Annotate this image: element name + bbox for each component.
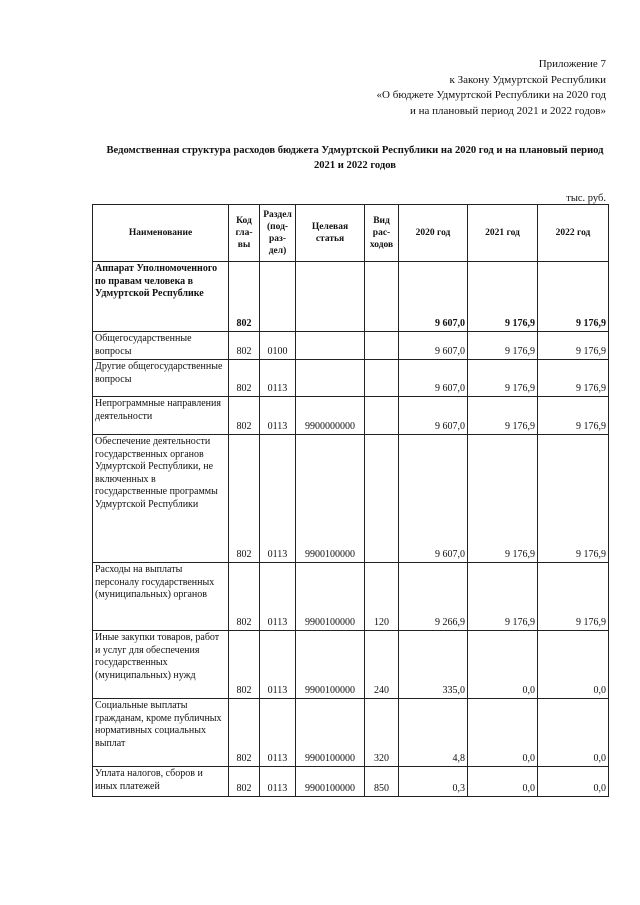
- cell-code: 802: [229, 563, 260, 631]
- cell-type: 240: [365, 631, 399, 699]
- table-row: [93, 360, 609, 397]
- cell-2022: 9 176,9: [538, 397, 609, 435]
- cell-type: [365, 360, 399, 397]
- cell-section: 0113: [260, 397, 296, 435]
- cell-name: Другие общегосударственные вопросы: [93, 360, 229, 397]
- cell-2021: 9 176,9: [468, 360, 538, 397]
- cell-type: [365, 332, 399, 360]
- cell-section: 0113: [260, 631, 296, 699]
- cell-2022: 0,0: [538, 631, 609, 699]
- cell-2021: 9 176,9: [468, 262, 538, 332]
- cell-code: 802: [229, 262, 260, 332]
- header-target: Целевая статья: [296, 205, 365, 262]
- cell-2021: 9 176,9: [468, 563, 538, 631]
- cell-2022: 9 176,9: [538, 332, 609, 360]
- cell-section: 0113: [260, 699, 296, 767]
- cell-2020: 9 607,0: [399, 360, 468, 397]
- cell-target: 9900100000: [296, 563, 365, 631]
- cell-2021: 0,0: [468, 631, 538, 699]
- cell-code: 802: [229, 332, 260, 360]
- cell-type: 320: [365, 699, 399, 767]
- cell-2020: 9 607,0: [399, 332, 468, 360]
- cell-target: 9900100000: [296, 767, 365, 797]
- cell-type: 120: [365, 563, 399, 631]
- table-row: [93, 767, 609, 797]
- cell-2022: 9 176,9: [538, 563, 609, 631]
- header-type: Вид рас- ходов: [365, 205, 399, 262]
- cell-2020: 9 607,0: [399, 435, 468, 563]
- cell-target: [296, 360, 365, 397]
- cell-target: 9900100000: [296, 699, 365, 767]
- currency-unit: тыс. руб.: [566, 193, 606, 204]
- title-line-1: Ведомственная структура расходов бюджета Удмуртской Республики на 2020 год и на плановый период: [106, 145, 604, 156]
- cell-2020: 335,0: [399, 631, 468, 699]
- table-row: [93, 397, 609, 435]
- table-row: [93, 699, 609, 767]
- cell-2022: 9 176,9: [538, 435, 609, 563]
- cell-2021: 9 176,9: [468, 332, 538, 360]
- header-section: Раздел (под- раз- дел): [260, 205, 296, 262]
- cell-2021: 0,0: [468, 699, 538, 767]
- cell-target: 9900000000: [296, 397, 365, 435]
- cell-type: [365, 435, 399, 563]
- cell-2020: 9 266,9: [399, 563, 468, 631]
- cell-name: Общегосударственные вопросы: [93, 332, 229, 360]
- header-2021: 2021 год: [468, 205, 538, 262]
- cell-target: [296, 262, 365, 332]
- cell-2021: 9 176,9: [468, 435, 538, 563]
- cell-2021: 0,0: [468, 767, 538, 797]
- cell-type: 850: [365, 767, 399, 797]
- cell-name: Обеспечение деятельности государственных органов Удмуртской Республики, не включенных в государственные программы Удмуртской Республики: [93, 435, 229, 563]
- cell-target: 9900100000: [296, 631, 365, 699]
- title-line-2: 2021 и 2022 годов: [313, 160, 397, 171]
- cell-2020: 9 607,0: [399, 397, 468, 435]
- cell-2020: 9 607,0: [399, 262, 468, 332]
- cell-code: 802: [229, 360, 260, 397]
- header-2022: 2022 год: [538, 205, 609, 262]
- cell-section: 0113: [260, 767, 296, 797]
- appendix-line-1: Приложение 7: [538, 58, 606, 70]
- cell-2022: 0,0: [538, 699, 609, 767]
- expenditure-table: [92, 204, 609, 797]
- table-row: [93, 435, 609, 563]
- cell-type: [365, 397, 399, 435]
- cell-2021: 9 176,9: [468, 397, 538, 435]
- cell-name: Расходы на выплаты персоналу государственных (муниципальных) органов: [93, 563, 229, 631]
- cell-type: [365, 262, 399, 332]
- appendix-note: [377, 57, 606, 119]
- cell-name: Иные закупки товаров, работ и услуг для обеспечения государственных (муниципальных) нужд: [93, 631, 229, 699]
- cell-code: 802: [229, 767, 260, 797]
- cell-2022: 9 176,9: [538, 262, 609, 332]
- table-row: [93, 563, 609, 631]
- cell-code: 802: [229, 631, 260, 699]
- cell-code: 802: [229, 435, 260, 563]
- cell-name: Уплата налогов, сборов и иных платежей: [93, 767, 229, 797]
- cell-2020: 0,3: [399, 767, 468, 797]
- cell-code: 802: [229, 699, 260, 767]
- cell-target: [296, 332, 365, 360]
- appendix-line-4: и на плановый период 2021 и 2022 годов»: [409, 104, 606, 117]
- header-2020: 2020 год: [399, 205, 468, 262]
- table-row: [93, 262, 609, 332]
- cell-target: 9900100000: [296, 435, 365, 563]
- table-body: [93, 262, 609, 797]
- cell-section: [260, 262, 296, 332]
- cell-section: 0100: [260, 332, 296, 360]
- cell-name: Социальные выплаты гражданам, кроме публичных нормативных социальных выплат: [93, 699, 229, 767]
- cell-2022: 9 176,9: [538, 360, 609, 397]
- header-code: Код гла- вы: [229, 205, 260, 262]
- table-row: [93, 631, 609, 699]
- cell-name: Непрограммные направления деятельности: [93, 397, 229, 435]
- cell-name: Аппарат Уполномоченного по правам человека в Удмуртской Республике: [93, 262, 229, 332]
- appendix-line-2: к Закону Удмуртской Республики: [449, 73, 606, 86]
- cell-section: 0113: [260, 563, 296, 631]
- header-name: Наименование: [93, 205, 229, 262]
- cell-code: 802: [229, 397, 260, 435]
- cell-2020: 4,8: [399, 699, 468, 767]
- document-title: [92, 143, 618, 173]
- cell-section: 0113: [260, 435, 296, 563]
- table-row: [93, 332, 609, 360]
- cell-2022: 0,0: [538, 767, 609, 797]
- appendix-line-3: «О бюджете Удмуртской Республики на 2020 год: [376, 89, 606, 101]
- cell-section: 0113: [260, 360, 296, 397]
- table-header-row: [93, 205, 609, 262]
